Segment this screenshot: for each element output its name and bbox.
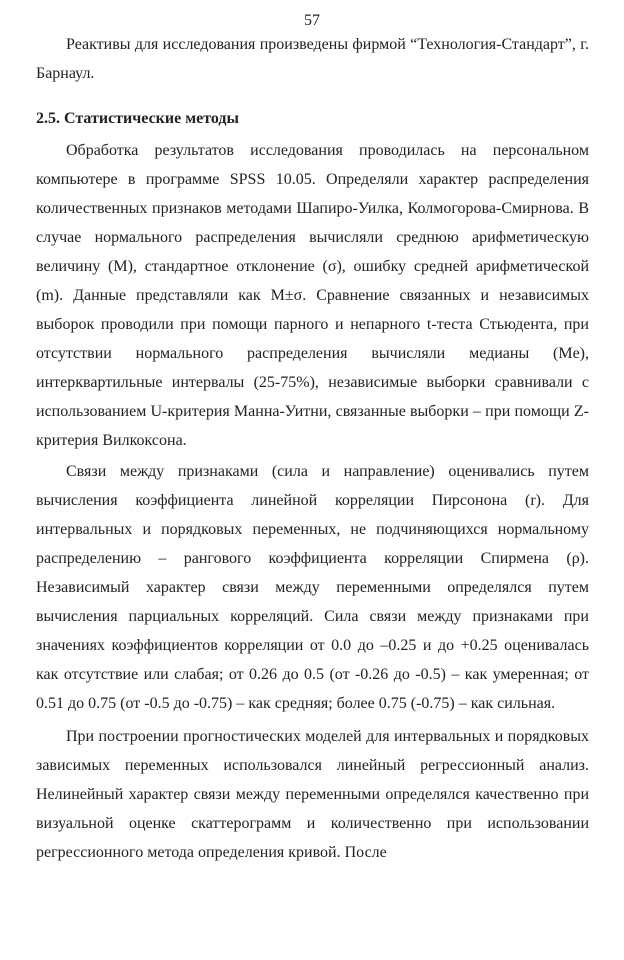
paragraph-regression: При построении прогностических моделей для интервальных и порядковых зависимых переменных использовался линейный регрессионный анализ. Нелинейный характер связи между переменными определялся качественно при визуальной оценке скаттерограмм и количественно при использовании регрессионного метода определения кривой. После <box>36 728 589 861</box>
section-heading: 2.5. Статистические методы <box>36 110 239 127</box>
paragraph-correlation: Связи между признаками (сила и направление) оценивались путем вычисления коэффициента линейной корреляции Пирсонона (r). Для интервальных и порядковых переменных, не подчиняющихся нормальному распределению – рангового коэффициента корреляции Спирмена (ρ). Независимый характер связи между переменными определялся путем вычисления парциальных корреляций. Сила связи между признаками при значениях коэффициентов корреляции от 0.0 до –0.25 и до +0.25 оценивалась как отсутствие или слабая; от 0.26 до 0.5 (от -0.26 до -0.5) – как умеренная; от 0.51 до 0.75 (от -0.5 до -0.75) – как средняя; более 0.75 (-0.75) – как сильная. <box>36 463 589 712</box>
document-body <box>36 30 589 867</box>
paragraph-statistical-processing: Обработка результатов исследования проводилась на персональном компьютере в программе SPSS 10.05. Определяли характер распределения количественных признаков методами Шапиро-Уилка, Колмогорова-Смирнова. В случае нормального распределения вычисляли среднюю арифметическую величину (M), стандартное отклонение (σ), ошибку средней арифметической (m). Данные представляли как M±σ. Сравнение связанных и независимых выборок проводили при помощи парного и непарного t-теста Стьюдента, при отсутствии нормального распределения вычисляли медианы (Me), интерквартильные интервалы (25-75%), независимые выборки сравнивали с использованием U-критерия Манна-Уитни, связанные выборки – при помощи Z-критерия Вилкоксона. <box>36 142 589 449</box>
paragraph-reagents: Реактивы для исследования произведены фирмой “Технология-Стандарт”, г. Барнаул. <box>36 36 589 82</box>
page-number: 57 <box>304 12 320 29</box>
